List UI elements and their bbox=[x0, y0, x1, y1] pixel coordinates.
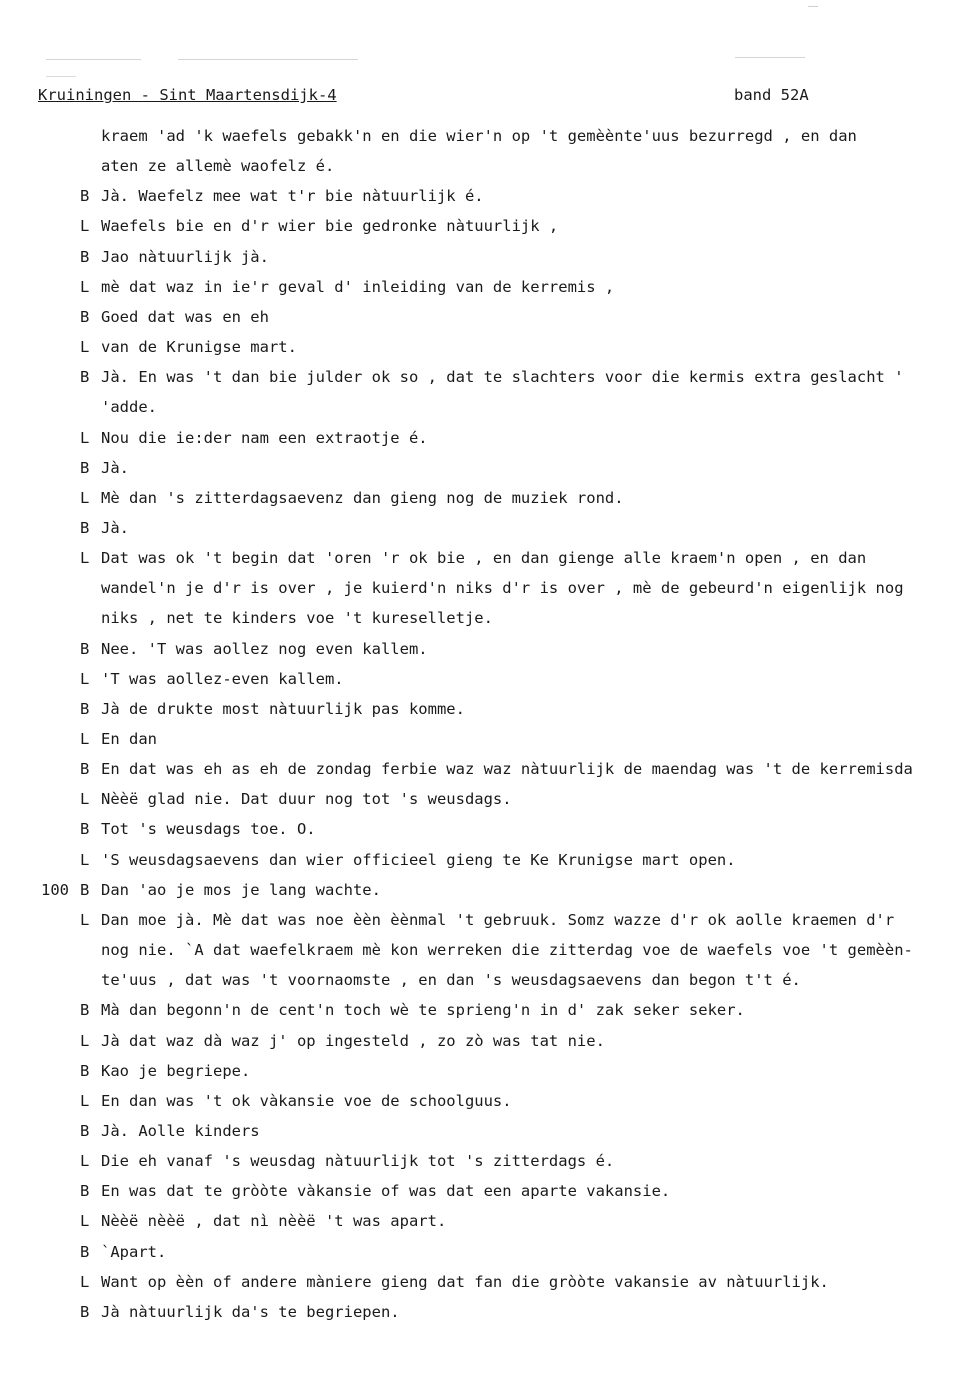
scan-speck bbox=[735, 57, 805, 58]
utterance-text: wandel'n je d'r is over , je kuierd'n niks d'r is over , mè de gebeurd'n eigenlijk nog bbox=[101, 579, 904, 598]
page-header bbox=[38, 84, 828, 110]
utterance-text: Die eh vanaf 's weusdag nàtuurlijk tot 's zitterdags é. bbox=[101, 1152, 615, 1171]
utterance-text: Jà de drukte most nàtuurlijk pas komme. bbox=[101, 699, 465, 718]
speaker-label: L bbox=[80, 790, 90, 809]
speaker-label: B bbox=[80, 368, 90, 387]
transcript-line bbox=[0, 126, 979, 156]
transcript-line bbox=[0, 880, 979, 910]
speaker-label: L bbox=[80, 730, 90, 748]
transcript-line bbox=[0, 1181, 979, 1211]
utterance-text: Jà. bbox=[101, 519, 129, 537]
transcript-line bbox=[0, 307, 979, 337]
utterance-text: En dat was eh as eh de zondag ferbie waz waz nàtuurlijk de maendag was 't de kerremisda bbox=[101, 760, 913, 779]
utterance-text: 'S weusdagsaevens dan wier officieel gieng te Ke Krunigse mart open. bbox=[101, 850, 736, 869]
utterance-text: En was dat te gròòte vàkansie of was dat een aparte vakansie. bbox=[101, 1182, 671, 1201]
speaker-label: B bbox=[80, 1121, 90, 1140]
speaker-label: B bbox=[80, 458, 90, 477]
transcript-line bbox=[0, 1061, 979, 1091]
transcript-line bbox=[0, 940, 979, 970]
speaker-label: B bbox=[80, 760, 90, 779]
scan-speck bbox=[46, 59, 141, 60]
utterance-text: kraem 'ad 'k waefels gebakk'n en die wier'n op 't gemèènte'uus bezurregd , en dan bbox=[101, 127, 857, 145]
speaker-label: L bbox=[80, 1272, 90, 1291]
transcript-line bbox=[0, 1151, 979, 1181]
transcript-line bbox=[0, 277, 979, 307]
speaker-label: B bbox=[80, 699, 90, 718]
transcript-line bbox=[0, 156, 979, 186]
transcript-line bbox=[0, 639, 979, 669]
utterance-text: van de Krunigse mart. bbox=[101, 338, 297, 356]
utterance-text: `Apart. bbox=[101, 1242, 167, 1261]
speaker-label: L bbox=[80, 1031, 90, 1050]
utterance-text: Tot 's weusdags toe. O. bbox=[101, 820, 316, 839]
scan-speck bbox=[178, 59, 358, 60]
utterance-text: Dat was ok 't begin dat 'oren 'r ok bie , en dan gienge alle kraem'n open , en dan bbox=[101, 549, 867, 568]
utterance-text: En dan bbox=[101, 730, 157, 748]
utterance-text: Mè dan 's zitterdagsaevenz dan gieng nog de muziek rond. bbox=[101, 488, 624, 507]
utterance-text: Jà. Aolle kinders bbox=[101, 1121, 260, 1140]
utterance-text: Dan 'ao je mos je lang wachte. bbox=[101, 880, 381, 899]
transcript-line bbox=[0, 608, 979, 638]
utterance-text: Want op èèn of andere màniere gieng dat fan die gròòte vakansie av nàtuurlijk. bbox=[101, 1272, 829, 1291]
speaker-label: L bbox=[80, 1212, 90, 1231]
transcript-line bbox=[0, 970, 979, 1000]
transcript-line bbox=[0, 247, 979, 277]
transcript-line bbox=[0, 729, 979, 759]
speaker-label: L bbox=[80, 428, 90, 447]
speaker-label: B bbox=[80, 1061, 90, 1080]
utterance-text: Jà. Waefelz mee wat t'r bie nàtuurlijk é. bbox=[101, 187, 484, 206]
utterance-text: 'adde. bbox=[101, 398, 157, 417]
utterance-text: Jà dat waz dà waz j' op ingesteld , zo zò was tat nie. bbox=[101, 1031, 605, 1050]
transcript-line bbox=[0, 397, 979, 427]
transcript-line bbox=[0, 518, 979, 548]
speaker-label: L bbox=[80, 338, 90, 356]
transcript-line bbox=[0, 1031, 979, 1061]
transcript-line bbox=[0, 789, 979, 819]
speaker-label: B bbox=[80, 187, 90, 206]
transcript-line bbox=[0, 819, 979, 849]
header-tape: band 52A bbox=[734, 86, 809, 104]
utterance-text: Nee. 'T was aollez nog even kallem. bbox=[101, 639, 428, 658]
utterance-text: Waefels bie en d'r wier bie gedronke nàtuurlijk , bbox=[101, 217, 559, 236]
transcript-line bbox=[0, 759, 979, 789]
transcript-line bbox=[0, 910, 979, 940]
speaker-label: L bbox=[80, 1152, 90, 1171]
transcript-line bbox=[0, 669, 979, 699]
utterance-text: En dan was 't ok vàkansie voe de schoolguus. bbox=[101, 1091, 512, 1110]
speaker-label: B bbox=[80, 820, 90, 839]
transcript-line bbox=[0, 186, 979, 216]
transcript-line bbox=[0, 578, 979, 608]
transcript-line bbox=[0, 488, 979, 518]
utterance-text: Nèèë glad nie. Dat duur nog tot 's weusdags. bbox=[101, 790, 512, 809]
utterance-text: niks , net te kinders voe 't kureselletje. bbox=[101, 609, 493, 628]
utterance-text: Jà nàtuurlijk da's te begriepen. bbox=[101, 1302, 400, 1321]
utterance-text: Mà dan begonn'n de cent'n toch wè te sprieng'n in d' zak seker seker. bbox=[101, 1001, 745, 1020]
line-number: 100 bbox=[41, 880, 69, 899]
transcript-line bbox=[0, 548, 979, 578]
speaker-label: L bbox=[80, 217, 90, 236]
utterance-text: Dan moe jà. Mè dat was noe èèn èènmal 't gebruuk. Somz wazze d'r ok aolle kraemen d'r bbox=[101, 910, 895, 929]
speaker-label: L bbox=[80, 1091, 90, 1110]
scan-speck bbox=[808, 6, 818, 7]
scan-speck bbox=[46, 76, 76, 77]
transcript-line bbox=[0, 1000, 979, 1030]
utterance-text: mè dat waz in ie'r geval d' inleiding van de kerremis , bbox=[101, 277, 615, 296]
transcript-line bbox=[0, 1211, 979, 1241]
speaker-label: B bbox=[80, 639, 90, 658]
utterance-text: aten ze allemè waofelz é. bbox=[101, 157, 335, 176]
transcript-line bbox=[0, 458, 979, 488]
transcript-line bbox=[0, 367, 979, 397]
speaker-label: L bbox=[80, 910, 90, 929]
transcript-line bbox=[0, 1121, 979, 1151]
speaker-label: B bbox=[80, 1001, 90, 1020]
utterance-text: Kao je begriepe. bbox=[101, 1061, 251, 1080]
utterance-text: Jà. bbox=[101, 458, 129, 477]
transcript-line bbox=[0, 216, 979, 246]
speaker-label: B bbox=[80, 1302, 90, 1321]
speaker-label: B bbox=[80, 307, 90, 326]
header-location: Kruiningen - Sint Maartensdijk-4 bbox=[38, 86, 337, 104]
transcript-line bbox=[0, 337, 979, 367]
transcript-line bbox=[0, 1302, 979, 1332]
speaker-label: L bbox=[80, 549, 90, 568]
utterance-text: Nou die ie:der nam een extraotje é. bbox=[101, 428, 428, 447]
utterance-text: te'uus , dat was 't voornaomste , en dan 's weusdagsaevens dan begon t't é. bbox=[101, 971, 801, 990]
utterance-text: nog nie. `A dat waefelkraem mè kon werreken die zitterdag voe de waefels voe 't gemèèn- bbox=[101, 941, 913, 959]
transcript-line bbox=[0, 1272, 979, 1302]
speaker-label: B bbox=[80, 1242, 90, 1261]
utterance-text: Jà. En was 't dan bie julder ok so , dat te slachters voor die kermis extra geslacht ' bbox=[101, 368, 904, 387]
speaker-label: B bbox=[80, 519, 90, 537]
utterance-text: Goed dat was en eh bbox=[101, 307, 269, 326]
speaker-label: L bbox=[80, 277, 90, 296]
transcript-line bbox=[0, 699, 979, 729]
transcript-line bbox=[0, 1242, 979, 1272]
transcript-line bbox=[0, 850, 979, 880]
speaker-label: L bbox=[80, 488, 90, 507]
speaker-label: L bbox=[80, 850, 90, 869]
speaker-label: L bbox=[80, 669, 90, 688]
utterance-text: Nèèë nèèë , dat nì nèèë 't was apart. bbox=[101, 1212, 447, 1231]
speaker-label: B bbox=[80, 247, 90, 266]
utterance-text: Jao nàtuurlijk jà. bbox=[101, 247, 269, 266]
transcript-line bbox=[0, 1091, 979, 1121]
utterance-text: 'T was aollez-even kallem. bbox=[101, 669, 344, 688]
speaker-label: B bbox=[80, 1182, 90, 1201]
transcript-line bbox=[0, 428, 979, 458]
speaker-label: B bbox=[80, 880, 90, 899]
